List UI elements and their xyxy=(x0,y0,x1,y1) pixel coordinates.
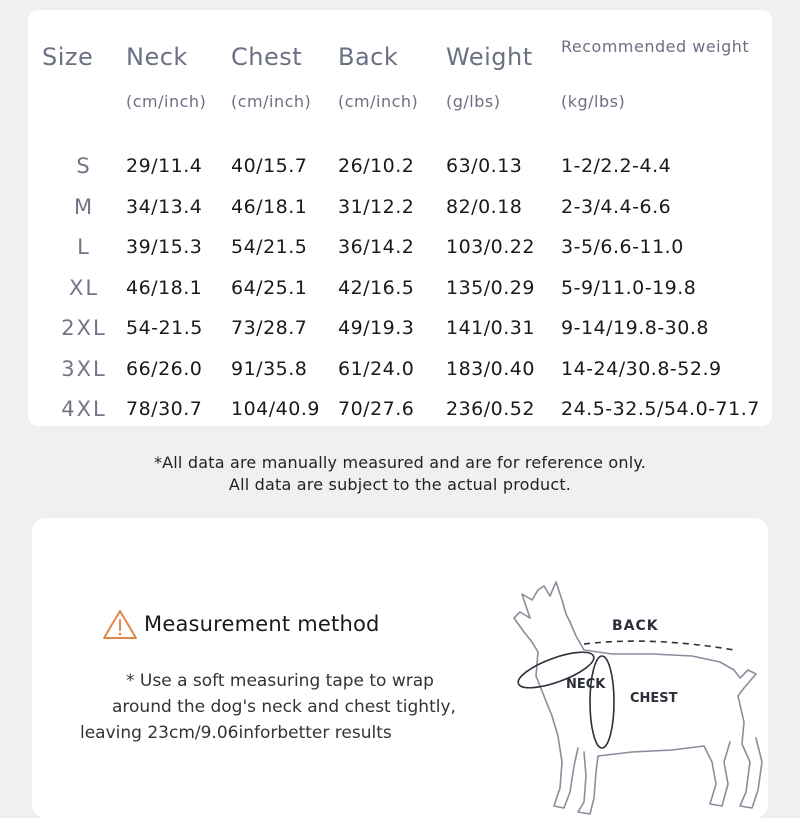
cell-back: 26/10.2 xyxy=(338,155,415,178)
cell-weight: 141/0.31 xyxy=(446,317,535,340)
cell-back: 42/16.5 xyxy=(338,276,415,299)
cell-neck: 34/13.4 xyxy=(126,195,203,218)
cell-chest: 54/21.5 xyxy=(231,236,308,259)
header-weight: Weight xyxy=(446,43,533,71)
chest-label: CHEST xyxy=(630,691,678,706)
warning-triangle-icon xyxy=(102,608,138,640)
size-chart-table xyxy=(42,28,760,430)
cell-chest: 40/15.7 xyxy=(231,155,308,178)
cell-recommended: 2-3/4.4-6.6 xyxy=(561,195,672,218)
chest-measure-ring xyxy=(590,656,614,748)
cell-neck: 78/30.7 xyxy=(126,398,203,421)
cell-chest: 104/40.9 xyxy=(231,398,320,421)
disclaimer-line-2: All data are subject to the actual product. xyxy=(228,475,572,494)
unit-neck: (cm/inch) xyxy=(126,92,207,111)
table-row xyxy=(42,389,760,430)
cell-neck: 54-21.5 xyxy=(126,317,203,340)
unit-chest: (cm/inch) xyxy=(231,92,312,111)
instruction-line-2: around the dog's neck and chest tightly, xyxy=(112,697,456,717)
back-label: BACK xyxy=(612,618,659,634)
cell-neck: 39/15.3 xyxy=(126,236,203,259)
table-spacer xyxy=(42,124,760,146)
neck-label: NECK xyxy=(566,677,606,692)
table-row xyxy=(42,308,760,349)
cell-weight: 135/0.29 xyxy=(446,276,535,299)
table-row xyxy=(42,146,760,187)
table-header-row xyxy=(42,28,760,86)
cell-neck: 46/18.1 xyxy=(126,276,203,299)
header-back: Back xyxy=(338,43,399,71)
header-neck: Neck xyxy=(126,43,188,71)
cell-back: 49/19.3 xyxy=(338,317,415,340)
size-chart-card xyxy=(28,10,772,426)
cell-recommended: 24.5-32.5/54.0-71.7 xyxy=(561,398,760,421)
cell-weight: 63/0.13 xyxy=(446,155,523,178)
measurement-instructions xyxy=(80,668,510,746)
measurement-method-title: Measurement method xyxy=(144,612,380,636)
cell-neck: 29/11.4 xyxy=(126,155,203,178)
cell-size: 2XL xyxy=(61,316,107,341)
header-chest: Chest xyxy=(231,43,303,71)
cell-weight: 103/0.22 xyxy=(446,236,535,259)
cell-chest: 91/35.8 xyxy=(231,357,308,380)
cell-chest: 73/28.7 xyxy=(231,317,308,340)
cell-weight: 236/0.52 xyxy=(446,398,535,421)
instruction-line-3: leaving 23cm/9.06inforbetter results xyxy=(80,723,392,743)
dog-measurement-diagram xyxy=(472,566,772,818)
unit-recommended-weight: (kg/lbs) xyxy=(561,92,626,111)
table-row xyxy=(42,268,760,309)
table-row xyxy=(42,187,760,228)
table-row xyxy=(42,349,760,390)
cell-recommended: 14-24/30.8-52.9 xyxy=(561,357,722,380)
cell-recommended: 9-14/19.8-30.8 xyxy=(561,317,709,340)
cell-recommended: 1-2/2.2-4.4 xyxy=(561,155,672,178)
cell-back: 31/12.2 xyxy=(338,195,415,218)
cell-size: 3XL xyxy=(61,356,107,381)
cell-size: L xyxy=(77,235,91,260)
unit-weight: (g/lbs) xyxy=(446,92,501,111)
disclaimer-line-1: *All data are manually measured and are for reference only. xyxy=(153,453,647,472)
table-unit-row xyxy=(42,86,760,124)
cell-size: XL xyxy=(68,275,100,300)
disclaimer-note xyxy=(0,452,800,496)
header-recommended-weight: Recommended weight xyxy=(561,37,750,56)
back-measure-line xyxy=(584,641,734,650)
instruction-line-1: * Use a soft measuring tape to wrap xyxy=(126,671,434,691)
cell-neck: 66/26.0 xyxy=(126,357,203,380)
cell-chest: 64/25.1 xyxy=(231,276,308,299)
cell-size: M xyxy=(73,194,95,219)
cell-weight: 183/0.40 xyxy=(446,357,535,380)
cell-back: 36/14.2 xyxy=(338,236,415,259)
measurement-method-card xyxy=(32,518,768,818)
cell-size: 4XL xyxy=(61,397,107,422)
unit-back: (cm/inch) xyxy=(338,92,419,111)
cell-size: S xyxy=(76,154,92,179)
cell-back: 70/27.6 xyxy=(338,398,415,421)
unit-size xyxy=(42,86,126,124)
cell-recommended: 3-5/6.6-11.0 xyxy=(561,236,684,259)
table-row xyxy=(42,227,760,268)
cell-back: 61/24.0 xyxy=(338,357,415,380)
cell-weight: 82/0.18 xyxy=(446,195,523,218)
cell-recommended: 5-9/11.0-19.8 xyxy=(561,276,697,299)
header-size: Size xyxy=(42,43,94,71)
cell-chest: 46/18.1 xyxy=(231,195,308,218)
